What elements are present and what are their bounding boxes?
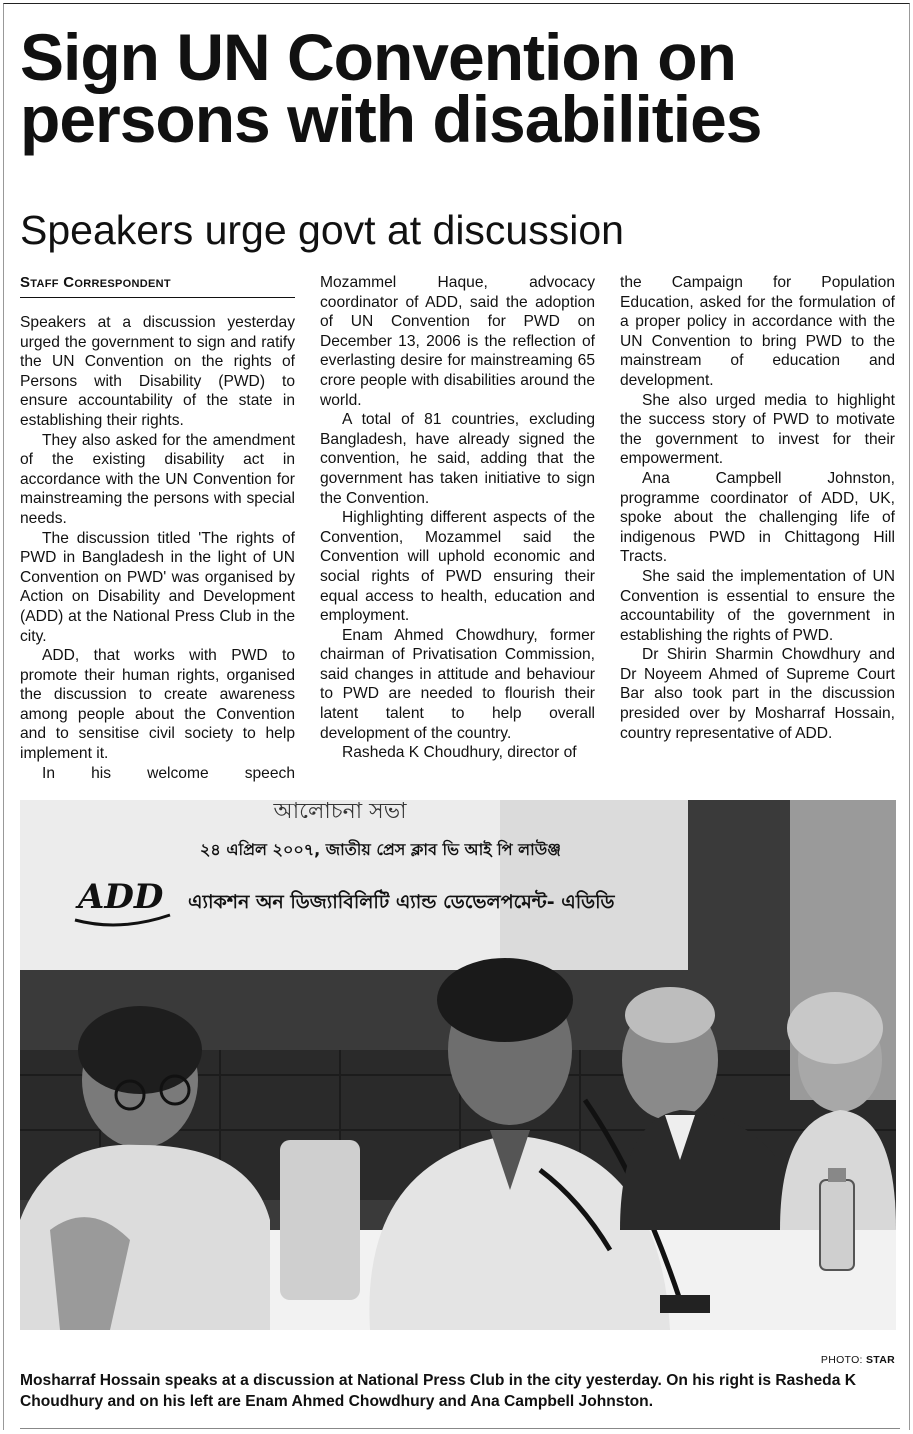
banner-title: আলোচনা সভা	[273, 800, 407, 824]
paragraph: They also asked for the amendment of the existing disability act in accordance with the UN Convention for mainstreaming the persons with special needs.	[20, 431, 295, 527]
paragraph: In his welcome speech	[42, 764, 295, 782]
banner-logo: ADD	[78, 877, 164, 917]
paragraph: Dr Shirin Sharmin Chowdhury and Dr Noyeem Ahmed of Supreme Court Bar also took part in the discussion presided over by Mosharraf Hossain, country representative of ADD.	[620, 646, 895, 742]
paragraph: Enam Ahmed Chowdhury, former chairman of Privatisation Commission, said changes in attitude and behaviour to PWD are needed to flourish their latent talent to help overall development of the country.	[320, 626, 595, 742]
article-column-2	[320, 273, 595, 763]
article-column-1	[20, 313, 295, 783]
photo-credit-source: STAR	[865, 1354, 895, 1366]
banner-org: এ্যাকশন অন ডিজ্যাবিলিটি এ্যান্ড ডেভেলপমেন্ট- এডিডি	[188, 891, 615, 913]
paragraph: A total of 81 countries, excluding Bangladesh, have already signed the convention, he said, adding that the government has taken initiative to sign the Convention.	[320, 411, 595, 507]
photo-credit-label: PHOTO:	[820, 1354, 866, 1366]
byline: Staff Correspondent	[20, 274, 295, 298]
paragraph: ADD, that works with PWD to promote their human rights, organised the discussion to create awareness among people about the Convention and to sensitise civil society to help implement it.	[20, 647, 295, 763]
bottom-rule	[20, 1428, 900, 1429]
paragraph: the Campaign for Population Education, asked for the formulation of a proper policy in accordance with the UN Convention to bring PWD to the mainstream of education and development.	[620, 274, 895, 389]
paragraph: Speakers at a discussion yesterday urged the government to sign and ratify the UN Convention on the rights of Persons with Disability (PWD) to ensure accountability of the state in establishing their rights.	[20, 314, 295, 429]
paragraph: The discussion titled 'The rights of PWD in Bangladesh in the light of UN Convention on PWD' was organised by Action on Disability and Development (ADD) at the National Press Club in the city.	[20, 529, 295, 645]
paragraph: Ana Campbell Johnston, programme coordinator of ADD, UK, spoke about the challenging life of indigenous PWD in Chittagong Hill Tracts.	[620, 469, 895, 566]
water-bottle	[820, 1168, 854, 1270]
photo-credit	[821, 1354, 895, 1366]
headline: Sign UN Convention on persons with disabilities	[20, 20, 762, 156]
subheadline: Speakers urge govt at discussion	[20, 207, 624, 253]
photo-caption: Mosharraf Hossain speaks at a discussion at National Press Club in the city yesterday. On his right is Rasheda K Choudhury and on his left are Enam Ahmed Chowdhury and Ana Campbell Johnston.	[20, 1372, 856, 1410]
banner-date: ২৪ এপ্রিল ২০০৭, জাতীয় প্রেস ক্লাব ভি আই পি লাউঞ্জ	[200, 840, 561, 859]
paragraph: She also urged media to highlight the success story of PWD to motivate the government to invest for their empowerment.	[620, 391, 895, 468]
paragraph: Mozammel Haque, advocacy coordinator of ADD, said the adoption of UN Convention for PWD on December 13, 2006 is the reflection of everlasting desire for mainstreaming 65 crore people with disabilities around the world.	[320, 274, 595, 409]
paragraph: She said the implementation of UN Convention is essential to ensure the accountability of the government in establishing the rights of PWD.	[620, 567, 895, 644]
paragraph: Rasheda K Choudhury, director of	[342, 744, 577, 762]
news-photo	[20, 800, 896, 1330]
chair	[280, 1140, 360, 1300]
paragraph: Highlighting different aspects of the Convention, Mozammel said the Convention will uphold economic and social rights of PWD ensuring their equal access to health, education and employment.	[320, 509, 595, 625]
article-column-3	[620, 273, 895, 743]
